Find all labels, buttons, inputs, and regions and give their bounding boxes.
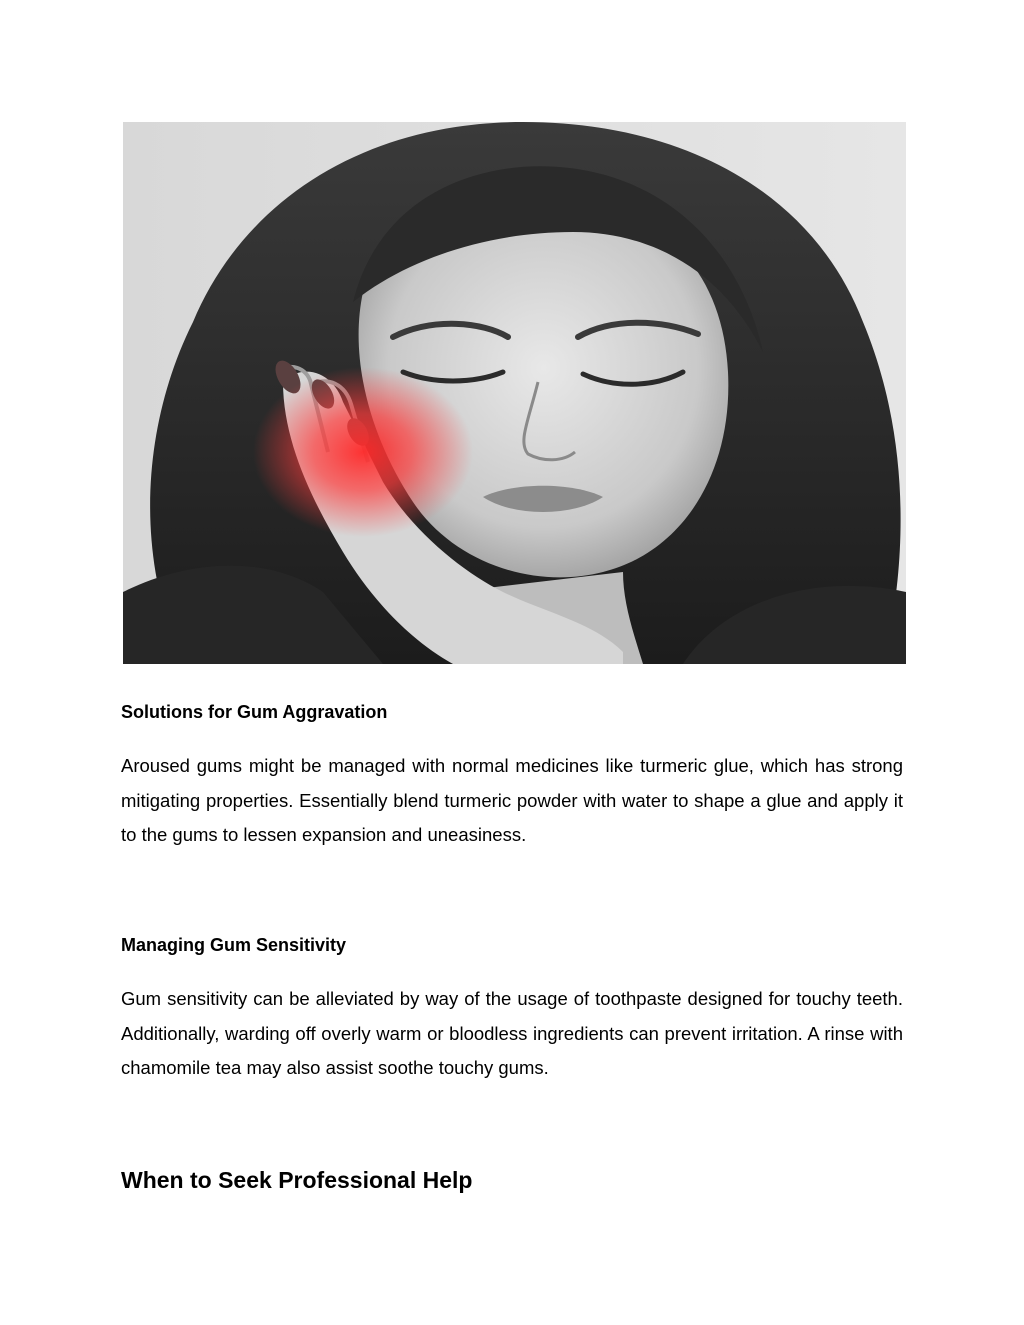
toothache-woman-illustration xyxy=(123,122,906,664)
section-heading-gum-sensitivity: Managing Gum Sensitivity xyxy=(121,935,347,955)
heading-professional-help: When to Seek Professional Help xyxy=(121,1167,473,1193)
section-body-gum-aggravation: Aroused gums might be managed with normal medicines like turmeric glue, which has strong mitigating properties. Essentially blend turmeric powder with water to shape a glue and apply it to the gums to lessen expansion and uneasiness. xyxy=(121,755,903,845)
toothache-photo xyxy=(123,122,906,664)
section-body-gum-sensitivity: Gum sensitivity can be alleviated by way of the usage of toothpaste designed for touchy teeth. Additionally, warding off overly warm or bloodless ingredients can prevent irritation. A rinse with chamomile tea may also assist soothe touchy gums. xyxy=(121,988,903,1078)
section-heading-gum-aggravation: Solutions for Gum Aggravation xyxy=(121,702,388,722)
